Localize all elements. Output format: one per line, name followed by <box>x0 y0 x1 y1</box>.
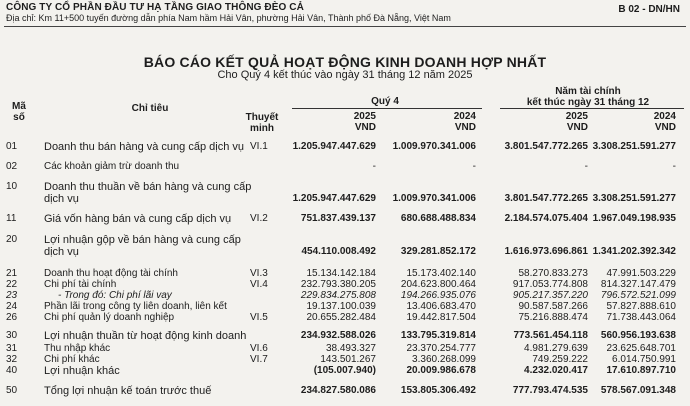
fy-2024-year: 2024 <box>653 111 676 122</box>
fy-2025-value: 777.793.474.535 <box>512 385 588 396</box>
q4-2024-value: 15.173.402.140 <box>406 268 476 279</box>
q4-2025-year: 2025 <box>353 111 376 122</box>
row-label: Chi phí quản lý doanh nghiệp <box>44 312 175 323</box>
q4-2025-value: 15.134.142.184 <box>306 268 376 279</box>
row-code: 20 <box>6 234 18 245</box>
fy-2025-value: 58.270.833.273 <box>518 268 588 279</box>
row-label-continued: dịch vụ <box>44 246 79 258</box>
q4-2025-value: 454.110.008.492 <box>301 246 376 257</box>
code-header-line-2: số <box>13 112 25 123</box>
header-divider <box>4 26 686 27</box>
fy-2024-value: 560.956.193.638 <box>600 330 676 341</box>
row-note: VI.6 <box>250 343 268 354</box>
quarter-group-rule <box>292 108 482 109</box>
fiscal-year-group-rule <box>500 108 684 109</box>
fy-2024-value: 1.341.202.392.342 <box>592 246 676 257</box>
fy-2025-value: - <box>584 161 588 172</box>
fy-2025-header <box>508 111 588 133</box>
fy-2024-value: 6.014.750.991 <box>612 354 676 365</box>
q4-2024-value: 23.370.254.777 <box>406 343 476 354</box>
fy-2024-value: 814.327.147.479 <box>600 279 676 290</box>
row-code: 23 <box>6 290 18 301</box>
note-header-line-1: Thuyết <box>245 112 279 123</box>
fy-2024-value: 3.308.251.591.277 <box>592 193 676 204</box>
row-code: 01 <box>6 141 18 152</box>
report-subtitle: Cho Quý 4 kết thúc vào ngày 31 tháng 12 năm 2025 <box>217 69 473 81</box>
q4-2024-value: 1.009.970.341.006 <box>392 141 476 152</box>
fy-2024-value: 23.625.648.701 <box>606 343 676 354</box>
row-code: 10 <box>6 181 18 192</box>
q4-2025-value: 229.834.275.808 <box>300 290 376 301</box>
fy-2025-year: 2025 <box>565 111 588 122</box>
row-label: Giá vốn hàng bán và cung cấp dịch vụ <box>44 213 232 225</box>
code-column-header <box>6 101 32 123</box>
fy-2024-value: 796.572.521.099 <box>600 290 676 301</box>
fy-2025-value: 4.232.020.417 <box>524 365 588 376</box>
q4-2024-value: 13.406.683.470 <box>406 301 476 312</box>
company-address: Địa chỉ: Km 11+500 tuyến đường dẫn phía Nam hầm Hải Vân, phường Hải Vân, Thành phố Đà Nẵng, Việt Nam <box>6 13 451 23</box>
note-column-header <box>240 112 284 134</box>
fy-2025-value: 917.053.774.808 <box>512 279 588 290</box>
row-note: VI.1 <box>250 141 268 152</box>
q4-2024-year: 2024 <box>453 111 476 122</box>
fy-2025-value: 4.981.279.639 <box>524 343 588 354</box>
fy-2024-value: - <box>672 161 676 172</box>
q4-2025-value: 19.137.100.039 <box>306 301 376 312</box>
q4-2024-value: 19.442.817.504 <box>406 312 476 323</box>
row-code: 32 <box>6 354 18 365</box>
row-note: VI.4 <box>250 279 268 290</box>
fy-2024-value: 57.827.888.610 <box>606 301 676 312</box>
row-code: 22 <box>6 279 18 290</box>
fy-2025-value: 90.587.587.266 <box>518 301 588 312</box>
row-code: 50 <box>6 385 18 396</box>
fy-2025-value: 3.801.547.772.265 <box>504 193 588 204</box>
q4-2024-value: 329.281.852.172 <box>400 246 476 257</box>
row-label: - Trong đó: Chi phí lãi vay <box>58 290 172 301</box>
q4-2025-unit: VND <box>354 122 376 133</box>
table-row <box>0 181 690 205</box>
row-note: VI.3 <box>250 268 268 279</box>
note-header-line-2: minh <box>250 123 274 134</box>
q4-2025-value: 20.655.282.484 <box>306 312 376 323</box>
row-code: 30 <box>6 330 18 341</box>
row-code: 21 <box>6 268 18 279</box>
fy-2024-unit: VND <box>654 122 676 133</box>
row-code: 26 <box>6 312 18 323</box>
q4-2024-value: 1.009.970.341.006 <box>392 193 476 204</box>
row-label: Lợi nhuận thuần từ hoạt động kinh doanh <box>44 330 247 342</box>
q4-2025-value: 232.793.380.205 <box>300 279 376 290</box>
quarter-group-header: Quý 4 <box>371 96 399 107</box>
row-label: Chi phí tài chính <box>44 279 117 290</box>
fy-2025-value: 2.184.574.075.404 <box>504 213 588 224</box>
q4-2024-value: 194.266.935.076 <box>400 290 476 301</box>
fy-2025-value: 3.801.547.772.265 <box>504 141 588 152</box>
q4-2025-value: - <box>372 161 376 172</box>
q4-2024-value: 680.688.488.834 <box>400 213 476 224</box>
fy-2025-value: 749.259.222 <box>532 354 588 365</box>
fy-2024-value: 47.991.503.229 <box>606 268 676 279</box>
fy-2025-unit: VND <box>566 122 588 133</box>
q4-2024-value: 20.009.986.678 <box>406 365 476 376</box>
q4-2024-unit: VND <box>454 122 476 133</box>
fiscal-year-group-header <box>490 86 686 108</box>
q4-2025-value: 143.501.267 <box>320 354 376 365</box>
row-label: Chi phí khác <box>44 354 100 365</box>
row-label: Tổng lợi nhuận kế toán trước thuế <box>44 385 212 397</box>
row-label-continued: dịch vụ <box>44 193 79 205</box>
fiscal-year-header-line-1: Năm tài chính <box>555 86 621 97</box>
fy-2024-value: 3.308.251.591.277 <box>592 141 676 152</box>
q4-2025-value: 38.493.327 <box>325 343 376 354</box>
row-label: Lợi nhuận khác <box>44 365 120 377</box>
code-header-line-1: Mã <box>12 101 26 112</box>
fy-2024-header <box>596 111 676 133</box>
q4-2024-value: 3.360.268.099 <box>412 354 476 365</box>
q4-2025-header <box>296 111 376 133</box>
q4-2025-value: 751.837.439.137 <box>300 213 376 224</box>
report-title: BÁO CÁO KẾT QUẢ HOẠT ĐỘNG KINH DOANH HỢP NHẤT <box>143 54 547 70</box>
fy-2024-value: 71.738.443.064 <box>606 312 676 323</box>
row-code: 40 <box>6 365 18 376</box>
fy-2024-value: 578.567.091.348 <box>600 385 676 396</box>
table-row <box>0 234 690 258</box>
row-label: Doanh thu bán hàng và cung cấp dịch vụ <box>44 141 244 153</box>
q4-2025-value: 1.205.947.447.629 <box>292 193 376 204</box>
q4-2024-header <box>396 111 476 133</box>
row-code: 24 <box>6 301 18 312</box>
row-label: Lợi nhuận gộp về bán hàng và cung cấp <box>44 234 241 246</box>
fy-2024-value: 17.610.897.710 <box>606 365 676 376</box>
q4-2024-value: 153.805.306.492 <box>400 385 476 396</box>
form-code: B 02 - DN/HN <box>618 4 680 15</box>
q4-2025-value: 234.932.588.026 <box>300 330 376 341</box>
fy-2025-value: 75.216.888.474 <box>518 312 588 323</box>
fiscal-year-header-line-2: kết thúc ngày 31 tháng 12 <box>526 97 650 108</box>
fy-2025-value: 1.616.973.696.861 <box>504 246 588 257</box>
q4-2025-value: (105.007.940) <box>313 365 376 376</box>
row-code: 11 <box>6 213 17 224</box>
company-name: CÔNG TY CỔ PHẦN ĐẦU TƯ HẠ TẦNG GIAO THÔNG ĐÈO CẢ <box>6 2 304 13</box>
row-code: 31 <box>6 343 18 354</box>
row-note: VI.5 <box>250 312 268 323</box>
fy-2024-value: 1.967.049.198.935 <box>592 213 676 224</box>
q4-2025-value: 1.205.947.447.629 <box>292 141 376 152</box>
row-label: Doanh thu thuần về bán hàng và cung cấp <box>44 181 252 193</box>
row-code: 02 <box>6 161 18 172</box>
q4-2024-value: 204.623.800.464 <box>400 279 476 290</box>
row-label: Thu nhập khác <box>44 343 111 354</box>
fy-2025-value: 905.217.357.220 <box>512 290 588 301</box>
q4-2024-value: 133.795.319.814 <box>400 330 476 341</box>
q4-2025-value: 234.827.580.086 <box>300 385 376 396</box>
row-label: Phần lãi trong công ty liên doanh, liên kết <box>44 301 227 312</box>
q4-2024-value: - <box>472 161 476 172</box>
row-label: Các khoản giảm trừ doanh thu <box>44 161 180 172</box>
row-label: Doanh thu hoạt động tài chính <box>44 268 178 279</box>
row-note: VI.7 <box>250 354 268 365</box>
row-note: VI.2 <box>250 213 268 224</box>
fy-2025-value: 773.561.454.118 <box>513 330 588 341</box>
item-column-header: Chỉ tiêu <box>131 103 169 114</box>
